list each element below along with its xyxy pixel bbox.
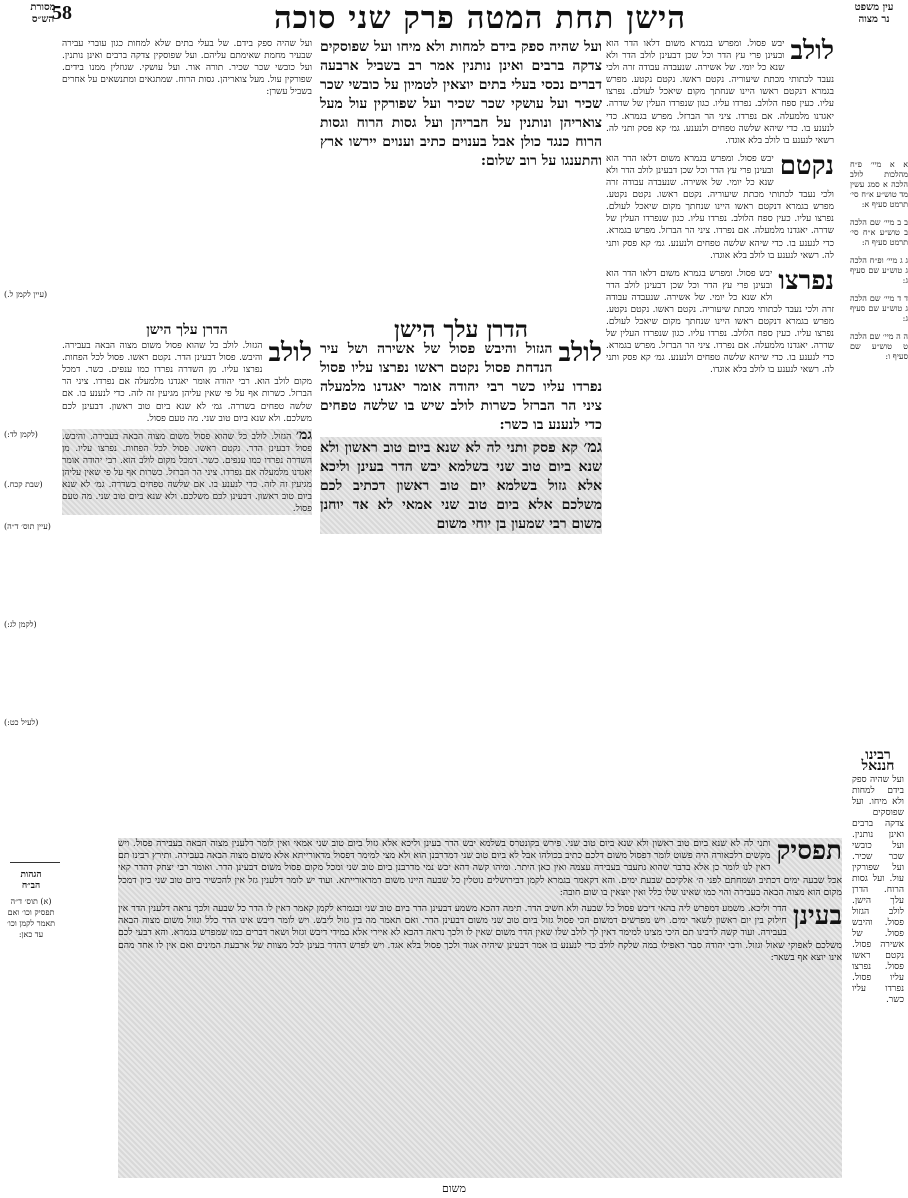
rashi-dibur-hamatchil: נקטם xyxy=(779,150,834,181)
mishna-text: הגזול והיבש פסול של אשירה ושל עיר הנדחת פסול נקטם ראשו נפרצו עליו פסול נפרדו עליו כשר רבי יהודה אומר יאגדנו מלמעלה ציני הר הברזל כשרות לולב שיש בו שלשה טפחים כדי לנענע בו כשר: xyxy=(320,341,602,434)
masoret-note: (עיין לקמן ל.) xyxy=(4,290,48,299)
rashi-column xyxy=(606,38,834,878)
rabbenu-chananel xyxy=(852,747,904,1006)
masoret-note: (לעיל כט:) xyxy=(4,718,39,727)
hagahot-text: (א) תוס׳ ד״ה תפסיק וכו׳ ואם תאמר לקמן וכו׳ עד כאן: xyxy=(6,897,56,939)
gemara xyxy=(320,437,602,534)
hagahot-title: הגהות הב״ח xyxy=(20,870,42,891)
masoret-note: (לקמן לג:) xyxy=(4,620,37,629)
tosafot-dibur-hamatchil: בעינן xyxy=(792,901,842,932)
tosafot-gemara-note xyxy=(62,426,312,516)
masoret-note: (שבת קכח.) xyxy=(4,480,43,489)
mishna-opening-word: לולב xyxy=(558,338,602,369)
mishna xyxy=(320,340,602,435)
rashi-text: יבש פסול. ומפרש בגמרא משום דלאו הדר הוא ובעינן פרי עץ הדר וכל שכן דבעינן לולב הדר ולא שנא כל יומי. של אשירה. שנעבדה עבודה זרה ולכי נעבד לכתותי מכתת שיעוריה. נקטם ראשו. נקטם נקטע. מפרש בגמרא דנקטם ראשו היינו שנחתך מקום שיאכל לעולם. נפרצו עליו. כעין ספח הלולב. נפרדו עליו. כגון שנפרדו העלין של שדרה. יאגדנו מלמעלה. אם נפרדו. ציני הר הברזל. מפרש בגמרא. כדי לנענע בו. כדי שיהא שלשה טפחים ולנענע. גמ׳ קא פסק ותני לה. רשאי לנענע בו לולב בלא אוגדו. xyxy=(606,39,834,146)
tosafot-gemara-marker: גמ׳ xyxy=(295,426,312,443)
masoret-hashas-label: מסורת הש״ס xyxy=(30,2,56,25)
masoret-note: (עיין תוס׳ ד״ה) xyxy=(4,522,51,531)
page-number: 58 xyxy=(52,2,72,24)
tosafot-gemara-text: הגזול. לולב כל שהוא פסול משום מצוה הבאה בעבירה. והיבש. פסול דבעינן הדר. נקטם ראשו. פסול לכל הפחות. נפרצו עליו. מן השדרה נפרדו כמו ענפים. כשר. דמכל מקום לולב הוא. רבי יהודה אומר יאגדנו מלמעלה אם נפרדו. ציני הר הברזל. כשרות אף על פי שאין עליהן מגיעין זה לזה. כדי לנענע בו. אם שלשה טפחים בשדרה. גמ׳ לא שנא ביום טוב ראשון. דבעינן לכם משלכם. ולא שנא ביום טוב שני. מה טעם פסול. xyxy=(62,431,312,515)
rashi-text-continued: יבש פסול. ומפרש בגמרא משום דלאו הדר הוא ובעינן פרי עץ הדר וכל שכן דבעינן לולב הדר ולא שנא כל יומי. של אשירה. שנעבדה עבודה זרה ולכי נעבד לכתותי מכתת שיעוריה. נקטם ראשו. נקטם נקטע. מפרש בגמרא דנקטם ראשו היינו שנחתך מקום שיאכל לעולם. נפרצו עליו. כעין ספח הלולב. נפרדו עליו. כגון שנפרדו העלין של שדרה. יאגדנו מלמעלה. אם נפרדו. ציני הר הברזל. מפרש בגמרא. כדי לנענע בו. כדי שיהא שלשה טפחים ולנענע. גמ׳ קא פסק ותני לה. רשאי לנענע בו לולב בלא אוגדו. xyxy=(606,268,834,376)
main-text-block xyxy=(320,318,602,578)
tosafot-bottom-text: הדר וליכא. משמע דמפרש ליה בהאי דיבש פסול כל שבעה ולא חשיב הדר. תימה דהכא משמע דבעינן הדר ביום טוב שני ובגמרא לקמן קאמר דאין לו הדר כל שבעה ולכך נראה דלענין הדר אין חילוק בין יום ראשון לשאר ימים. ויש מפרשים דמשום הכי פסול גזול ביום טוב שני משום דבעינן הדר. ואם תאמר מה בין גזול ליבש. ויש לומר דיבש אינו הדר כלל וגזול משום מצוה הבאה בעבירה. ועוד קשה לרבינו תם היכי מצינו למימר דאין לך לולב שלו שאין הדר משום שאין לו ולכך נראה דהכא לא איירי אלא במידי דיבש וגזול ושאר דברים כמו שמפרש בגמרא. והא דבעי לכם משלכם לאפוקי שאול וגזול. ורבי יהודה סבר דאפילו במה שלקח לולב כדי לנענע בו אמר דבעינן שיהיה אגוד ולכך פסול בלא אגד. ויש לפרש דהדר בעינן לכל מצוות של ארבעת המינים ואם אין לו אחד מהם אינו יוצא אף בשאר: xyxy=(118,903,842,963)
tosafot-opening-word: לולב xyxy=(268,338,312,369)
tosafot-column xyxy=(62,318,312,878)
ein-mishpat-note: ב ב מיי׳ שם הלכה ב טוש״ע א״ח סי׳ תרמט סעיף ה: xyxy=(850,218,908,247)
tosafot-text: הגזול. לולב כל שהוא פסול משום מצוה הבאה בעבירה. והיבש. פסול דבעינן הדר. נקטם ראשו. פסול לכל הפחות. נפרצו עליו. מן השדרה נפרדו כמו ענפים. כשר. דמכל מקום לולב הוא. רבי יהודה אומר יאגדנו מלמעלה אם נפרדו. ציני הר הברזל. כשרות אף על פי שאין עליהן מגיעין זה לזה. כדי לנענע בו. אם שלשה טפחים בשדרה. גמ׳ לא שנא ביום טוב ראשון. דבעינן לכם משלכם. ולא שנא ביום טוב שני. מה טעם פסול. xyxy=(62,341,312,424)
page-header xyxy=(0,0,908,38)
ein-mishpat-note: ג ג מיי׳ ופ״ח הלכה ג טוש״ע שם סעיף ג: xyxy=(850,256,908,285)
rabbenu-chananel-text: ועל שהיה ספק בידם למחות ולא מיחו. ועל שפוסקים צדקה ברבים ואינן נותנין. ועל כובשי שכר שכיר. ועל שפורקין עול. ועל גסות הרוח. הדרן עלך הישן. לולב הגזול פסול. והיבש פסול. של אשירה פסול. נקטם ראשו פסול. נפרצו עליו פסול. נפרדו עליו כשר. xyxy=(852,775,904,1005)
ein-mishpat-note: ד ד מיי׳ שם הלכה ג טוש״ע שם סעיף ג: xyxy=(850,294,908,323)
rashi-dibur-hamatchil: נפרצו xyxy=(778,265,834,296)
tosafot-top-column xyxy=(62,38,312,318)
gemara-top-text: ועל שהיה ספק בידם למחות ולא מיחו ועל שפוסקים צדקה ברבים ואינן נותנין אמר רב בשביל ארבעה דברים נכסי בעלי בתים יוצאין לטמיון על כובשי שכר שכיר ועל עושקי שכר שכיר ועל שפורקין עול מעל צואריהן ונותנין על חבריהן ועל גסות הרוח וגסות הרוח כנגד כולן אבל בענוים כתיב וענוים יירשו ארץ והתענגו על רוב שלום: xyxy=(320,39,602,169)
tosafot-bottom-text: ותני לה לא שנא ביום טוב ראשון ולא שנא ביום טוב שני. פירש בקונטרס בשלמא יבש הדר בעינן וליכא אלא גזול ביום טוב שני אמאי ואין לומר דלענין מצוה הבאה בעבירה פסול. ויש מקשים דלכאורה היה פשוט לומר דפסול משום דלכם כתיב בכולהו אבל לא ביום טוב שני דמדרבנן הוא ולא מצי למימר דפסול מדאורייתא אלא משום מצוה הבאה בעבירה. ותירץ רבינו תם דאין לנו לומר כן אלא בדבר שהוא נתעבר בעבירה עצמה ואין כאן היתר. ומיהו קשה דהא יבש נמי מדרבנן ביום טוב שני ומכל מקום פסול משום דבעינן הדר. ואומר רבי יצחק דהדר קאי אכל שבעה ימים דכתיב ושמחתם לפני ה׳ אלקיכם שבעת ימים. והא דקאמר בגמרא לקמן דבירושלים נוטלין כל שבעה היינו משום דמדאורייתא. ועוד יש לומר דלענין גזל אין להכשיר ביום טוב שני כיון דמכל מקום הוא מצוה הבאה בעבירה והוי כמו שאינו שלו כלל ואין יוצאין בו שום חובה: xyxy=(118,838,842,898)
tosafot-chapter-end: הדרן עלך הישן xyxy=(146,322,228,338)
rashi-opening-word: לולב xyxy=(790,36,834,66)
tosafot-bottom-block xyxy=(118,838,842,1178)
ein-mishpat-note: ה ה מיי׳ שם הלכה ט טוש״ע שם סעיף ו: xyxy=(850,332,908,361)
hagahot-divider xyxy=(10,862,60,863)
ein-mishpat-column xyxy=(850,160,908,720)
page-title: הישן תחת המטה פרק שני סוכה xyxy=(273,0,687,36)
rashi-text-continued: יבש פסול. ומפרש בגמרא משום דלאו הדר הוא ובעינן פרי עץ הדר וכל שכן דבעינן לולב הדר ולא שנא כל יומי. של אשירה. שנעבדה עבודה זרה ולכי נעבד לכתותי מכתת שיעוריה. נקטם ראשו. נקטם נקטע. מפרש בגמרא דנקטם ראשו היינו שנחתך מקום שיאכל לעולם. נפרצו עליו. כעין ספח הלולב. נפרדו עליו. כגון שנפרדו העלין של שדרה. יאגדנו מלמעלה. אם נפרדו. ציני הר הברזל. מפרש בגמרא. כדי לנענע בו. כדי שיהא שלשה טפחים ולנענע. גמ׳ קא פסק ותני לה. רשאי לנענע בו לולב בלא אוגדו. xyxy=(606,153,834,261)
masoret-note: (לקמן לד:) xyxy=(4,430,38,439)
hagahot-habach xyxy=(2,870,60,940)
catchword: משום xyxy=(442,1182,466,1195)
ein-mishpat-label: עין משפט נר מצוה xyxy=(854,2,894,25)
chapter-end-title: הדרן עלך הישן xyxy=(394,316,528,343)
rabbenu-chananel-title: רבינו חננאל xyxy=(861,747,895,774)
gemara-text: קא פסק ותני לה לא שנא ביום טוב ראשון ולא שנא ביום טוב שני בשלמא יבש הדר בעינן וליכא אלא גזול בשלמא יום טוב ראשון דכתיב לכם משלכם אלא ביום טוב שני אמאי לא אד יוחנן משום רבי שמעון בן יוחי משום xyxy=(320,440,602,533)
tosafot-top-text: ועל שהיה ספק בידם. של בעלי בתים שלא למחות כגון עוברי עבירה שבעיר מחמת שאימתם עליהם. ועל שפוסקין צדקה ברבים ואינן נותנין. ועל כובשי שכר שכיר. תורה אור. ועל עושקי. שגוזלין ממנו בידים. שפורקין עול. מעל צואריהן. גסות הרוח. שמתגאים ומתנשאים על אחרים בשביל עשרן: xyxy=(62,39,312,98)
tosafot-dibur-hamatchil: תפסיק xyxy=(776,836,842,866)
gemara-marker: גמ׳ xyxy=(583,437,602,457)
ein-mishpat-note: א א מיי׳ פ״ח מהלכות לולב הלכה א סמג עשין מד טוש״ע א״ח סי׳ תרמט סעיף א: xyxy=(850,160,908,209)
